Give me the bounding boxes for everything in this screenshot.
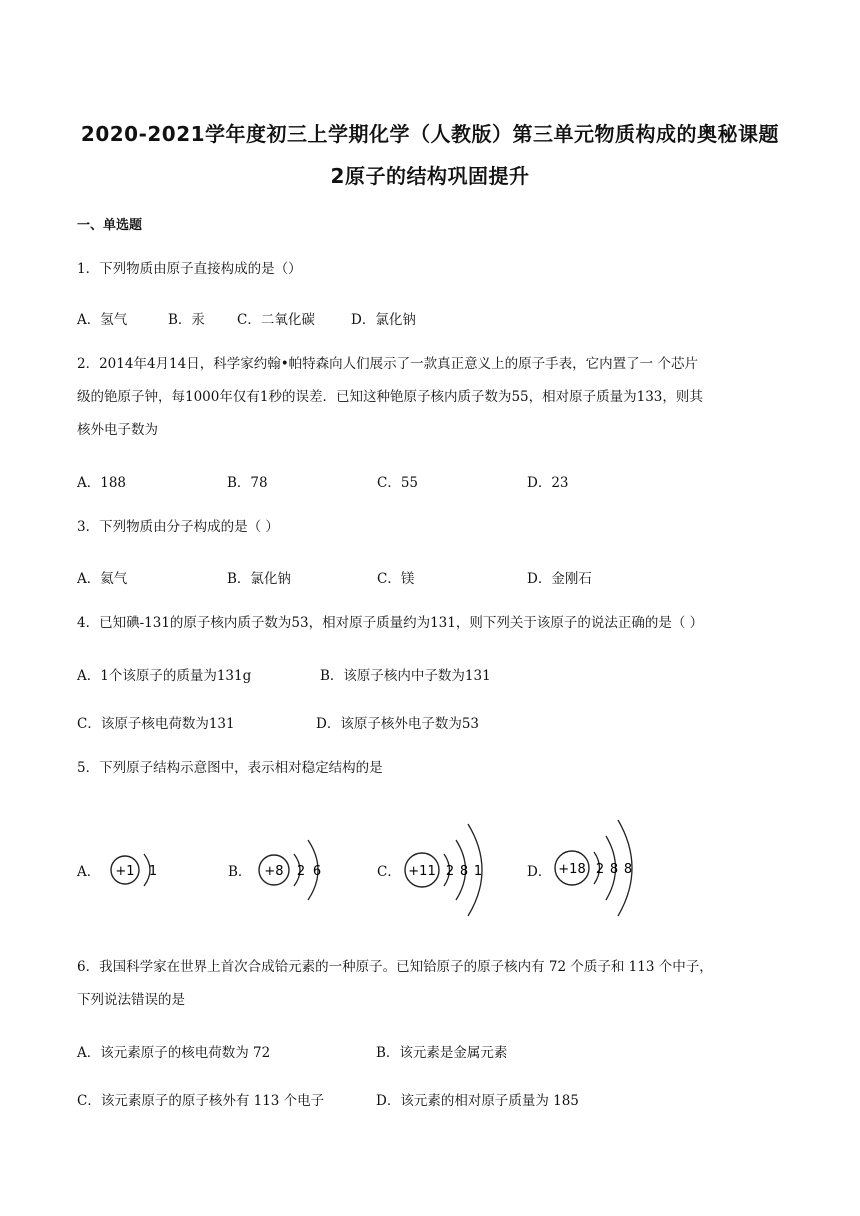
nucleus-charge-label: +18 [558,862,586,877]
electron-count-label: 8 [609,862,619,877]
question-1-stem: 1．下列物质由原子直接构成的是（） [77,261,302,277]
electron-count-label: 8 [623,862,633,877]
atom-diagram-c [398,818,498,922]
question-1-option-a: A．氢气 [77,312,128,328]
question-5-stem: 5．下列原子结构示意图中，表示相对稳定结构的是 [77,760,383,776]
question-6-option-c: C．该元素原子的原子核外有 113 个电子 [77,1093,325,1109]
electron-count-label: 1 [473,864,483,879]
question-2-option-c: C．55 [377,475,419,491]
electron-count-label: 1 [148,864,158,879]
nucleus-charge-label: +1 [115,864,135,879]
question-1-option-d: D．氯化钠 [351,312,416,328]
question-2-stem-line-1: 2．2014年4月14日，科学家约翰•帕特森向人们展示了一款真正意义上的原子手表，它内置了一 个芯片 [77,356,698,372]
question-2-option-d: D．23 [527,475,569,491]
question-4-option-b: B．该原子核内中子数为131 [320,668,491,684]
question-1-option-c: C．二氧化碳 [237,312,315,328]
question-1-option-b: B．汞 [168,312,205,328]
question-4-option-c: C．该原子核电荷数为131 [77,716,235,732]
question-5-option-c: C． [377,864,401,880]
question-5-option-b: B． [228,864,252,880]
question-2-stem-line-3: 核外电子数为 [77,422,158,438]
question-4-option-a: A．1个该原子的质量为131g [77,668,252,684]
nucleus-charge-label: +8 [264,864,284,879]
section-heading: 一、单选题 [77,218,143,233]
question-6-option-b: B．该元素是金属元素 [376,1045,508,1061]
question-3-option-b: B．氯化钠 [227,571,291,587]
electron-count-label: 2 [595,862,605,877]
question-2-option-a: A．188 [77,475,127,491]
electron-count-label: 8 [459,864,469,879]
question-6-stem-line-1: 6．我国科学家在世界上首次合成铪元素的一种原子。已知铪原子的原子核内有 72 个质子和 113 个中子， [77,959,713,975]
atom-diagram-a [104,840,174,900]
atom-diagram-b [252,830,332,910]
atom-diagram-d [548,814,648,920]
question-3-option-d: D．金刚石 [527,571,592,587]
question-2-stem-line-2: 级的铯原子钟，每1000年仅有1秒的误差．已知这种铯原子核内质子数为55，相对原子质量为133，则其 [77,389,703,405]
question-4-stem: 4．已知碘-131的原子核内质子数为53，相对原子质量约为131，则下列关于该原子的说法正确的是（ ） [77,615,704,631]
document-title-line-1: 2020-2021学年度初三上学期化学（人教版）第三单元物质构成的奥秘课题 [80,122,780,146]
question-6-option-a: A．该元素原子的核电荷数为 72 [77,1045,271,1061]
question-4-option-d: D．该原子核外电子数为53 [316,716,480,732]
electron-count-label: 2 [296,864,306,879]
question-3-option-c: C．镁 [377,571,415,587]
question-3-option-a: A．氦气 [77,571,128,587]
nucleus-charge-label: +11 [408,864,436,879]
electron-count-label: 2 [445,864,455,879]
question-6-option-d: D．该元素的相对原子质量为 185 [376,1093,579,1109]
question-6-stem-line-2: 下列说法错误的是 [77,992,185,1008]
question-5-option-d: D． [527,864,552,880]
question-5-option-a: A． [77,864,101,880]
question-3-stem: 3．下列物质由分子构成的是（ ） [77,519,279,535]
question-2-option-b: B．78 [227,475,268,491]
document-title-line-2: 2原子的结构巩固提升 [330,164,530,188]
electron-count-label: 6 [312,864,322,879]
